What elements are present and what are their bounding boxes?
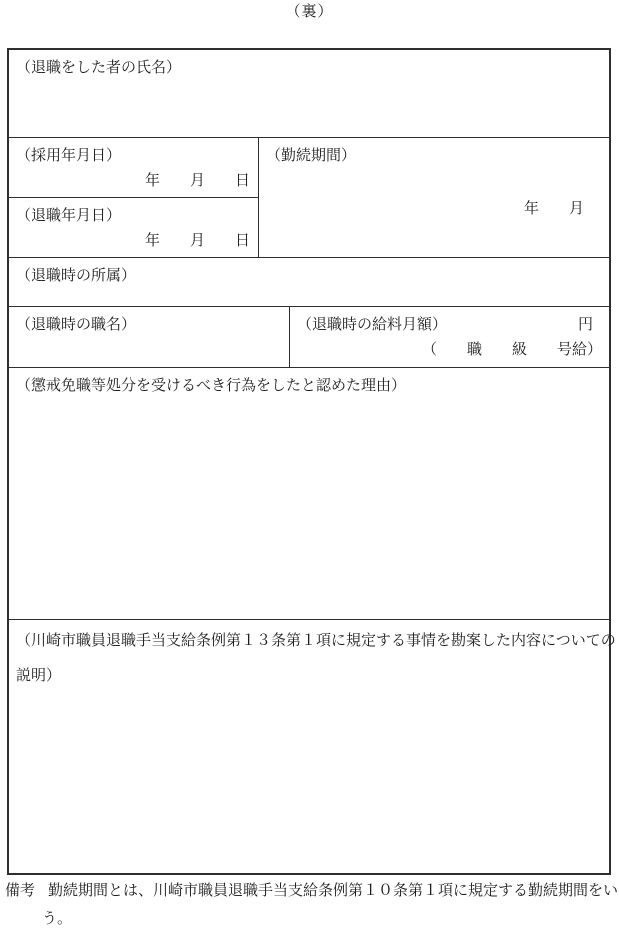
retiree-name-cell (9, 50, 609, 138)
salary-yen-unit: 円 (577, 317, 593, 333)
service-period-units: 年 月 (523, 201, 584, 217)
affiliation-label: （退職時の所属） (16, 268, 137, 284)
retiree-name-label: （退職をした者の氏名） (16, 60, 182, 76)
hire-date-units: 年 月 日 (144, 172, 250, 189)
explanation-cell (9, 620, 616, 873)
page-side-label: （裏） (285, 4, 334, 20)
dismissal-reason-cell (9, 368, 609, 620)
salary-line (290, 307, 609, 335)
retirement-date-label: （退職年月日） (16, 207, 122, 224)
service-period-label: （勤続期間） (266, 148, 357, 164)
hire-date-label: （採用年月日） (16, 148, 122, 164)
dates-row (9, 138, 609, 258)
remarks-heading: 備考 (5, 883, 36, 899)
salary-cell (290, 307, 609, 367)
dismissal-reason-label: （懲戒免職等処分を受けるべき行為をしたと認めた理由） (16, 378, 407, 394)
job-salary-row (9, 307, 609, 368)
hire-date-cell (9, 138, 258, 198)
retirement-date-units: 年 月 日 (144, 233, 250, 250)
affiliation-cell (9, 258, 609, 307)
retirement-report-table (7, 48, 616, 875)
remarks-line1 (5, 882, 619, 901)
explanation-label-line2: 説明） (16, 668, 62, 684)
dates-left-column (9, 138, 259, 257)
job-title-cell (9, 307, 290, 367)
remarks-body-line2: う。 (42, 910, 73, 927)
remarks-note (5, 882, 619, 929)
explanation-label-line1: （川崎市職員退職手当支給条例第１３条第１項に規定する事情を勘案した内容についての (16, 633, 616, 649)
job-title-label: （退職時の職名） (16, 317, 137, 333)
retirement-date-cell (9, 198, 258, 258)
remarks-body-line1: 勤続期間とは、川崎市職員退職手当支給条例第１０条第１項に規定する勤続期間をい (48, 883, 619, 899)
service-period-cell (259, 138, 609, 257)
salary-label: （退職時の給料月額） (297, 317, 448, 333)
salary-grade-line: （ 職 級 号給） (421, 341, 602, 358)
